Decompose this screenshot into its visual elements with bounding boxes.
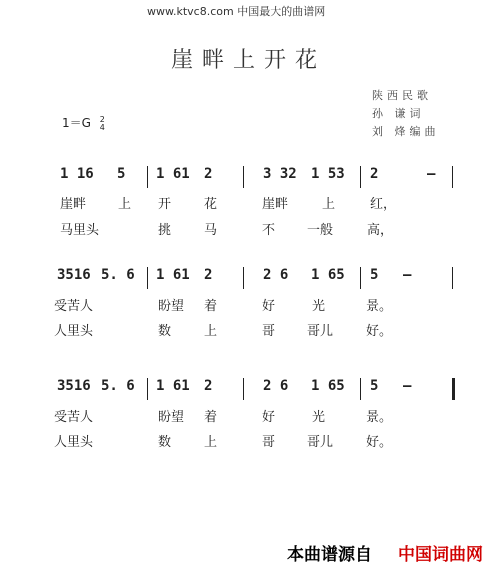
note-group: 2 6: [263, 267, 289, 283]
bar-line: [147, 166, 148, 188]
lyric-word: 景。: [366, 410, 393, 425]
lyric-word: 上: [204, 435, 218, 450]
lyric-word: 高，: [367, 223, 394, 238]
note-group: 2: [370, 166, 379, 182]
site-header: www.ktvc8.com 中国最大的曲谱网: [147, 5, 326, 18]
lyric-word: 数: [158, 324, 172, 339]
lyric-word: 受苦人: [54, 299, 94, 314]
lyric-word: 花: [204, 197, 218, 212]
lyric-word: 着: [204, 410, 218, 425]
note-group: 1 61: [156, 166, 190, 182]
lyric-word: 哥: [262, 435, 276, 450]
lyric-word: 上: [322, 197, 336, 212]
note-group: 1 53: [311, 166, 345, 182]
bar-line: [452, 267, 453, 289]
lyric-word: 马里头: [60, 223, 100, 238]
note-group: –: [403, 267, 412, 283]
note-group: 3 32: [263, 166, 297, 182]
time-signature-top: 2: [99, 114, 105, 124]
lyric-line: [0, 406, 497, 424]
notation-line-3: [0, 378, 497, 398]
key-signature: [62, 114, 105, 132]
note-group: 3516: [57, 267, 91, 283]
lyric-line: [0, 320, 497, 338]
lyric-word: 着: [204, 299, 218, 314]
note-group: 5: [370, 267, 379, 283]
lyric-word: 哥: [262, 324, 276, 339]
lyric-word: 挑: [158, 223, 172, 238]
lyric-word: 盼望: [158, 299, 185, 314]
lyric-word: 马: [204, 223, 218, 238]
notation-line-1: [0, 166, 497, 186]
bar-line: [360, 267, 361, 289]
lyric-word: 哥儿: [307, 324, 334, 339]
note-group: 1 61: [156, 378, 190, 394]
lyric-line: [0, 193, 497, 211]
lyric-word: 盼望: [158, 410, 185, 425]
note-group: 5: [370, 378, 379, 394]
bar-line: [243, 267, 244, 289]
lyric-word: 好。: [366, 435, 393, 450]
note-group: 2: [204, 378, 213, 394]
bar-line: [243, 378, 244, 400]
lyric-line: [0, 295, 497, 313]
note-group: 5: [117, 166, 126, 182]
credit-arranger: 刘 烽编曲: [372, 125, 440, 138]
lyric-word: 好: [262, 410, 276, 425]
note-group: –: [427, 166, 436, 182]
lyric-word: 数: [158, 435, 172, 450]
time-signature: [100, 116, 105, 132]
bar-line: [147, 267, 148, 289]
note-group: 5. 6: [101, 267, 135, 283]
lyric-word: 光: [312, 299, 326, 314]
note-group: 2: [204, 267, 213, 283]
footer-site-name[interactable]: 中国词曲网: [398, 545, 483, 565]
note-group: –: [403, 378, 412, 394]
notation-line-2: [0, 267, 497, 287]
lyric-word: 不: [262, 223, 276, 238]
bar-line: [360, 166, 361, 188]
lyric-word: 崖畔: [262, 197, 289, 212]
note-group: 5. 6: [101, 378, 135, 394]
final-bar-line: [452, 378, 455, 400]
lyric-word: 光: [312, 410, 326, 425]
bar-line: [243, 166, 244, 188]
note-group: 3516: [57, 378, 91, 394]
lyric-line: [0, 431, 497, 449]
note-group: 1 65: [311, 267, 345, 283]
lyric-word: 上: [118, 197, 132, 212]
lyric-word: 开: [158, 197, 172, 212]
bar-line: [452, 166, 453, 188]
credit-lyricist: 孙 谦词: [372, 107, 425, 120]
lyric-word: 人里头: [54, 324, 94, 339]
lyric-word: 景。: [366, 299, 393, 314]
note-group: 2: [204, 166, 213, 182]
credit-origin: 陕西民歌: [372, 89, 432, 102]
time-signature-bottom: 4: [99, 122, 105, 132]
lyric-line: [0, 219, 497, 237]
bar-line: [147, 378, 148, 400]
lyric-word: 一般: [307, 223, 334, 238]
lyric-word: 哥儿: [307, 435, 334, 450]
note-group: 1 16: [60, 166, 94, 182]
footer-source-text: 本曲谱源自: [287, 545, 372, 565]
lyric-word: 好。: [366, 324, 393, 339]
lyric-word: 红，: [370, 197, 397, 212]
lyric-word: 受苦人: [54, 410, 94, 425]
note-group: 1 61: [156, 267, 190, 283]
note-group: 2 6: [263, 378, 289, 394]
lyric-word: 好: [262, 299, 276, 314]
lyric-word: 人里头: [54, 435, 94, 450]
lyric-word: 上: [204, 324, 218, 339]
note-group: 1 65: [311, 378, 345, 394]
bar-line: [360, 378, 361, 400]
lyric-word: 崖畔: [60, 197, 87, 212]
song-title: 崖畔上开花: [170, 48, 326, 73]
key-label: 1＝G: [62, 116, 91, 130]
